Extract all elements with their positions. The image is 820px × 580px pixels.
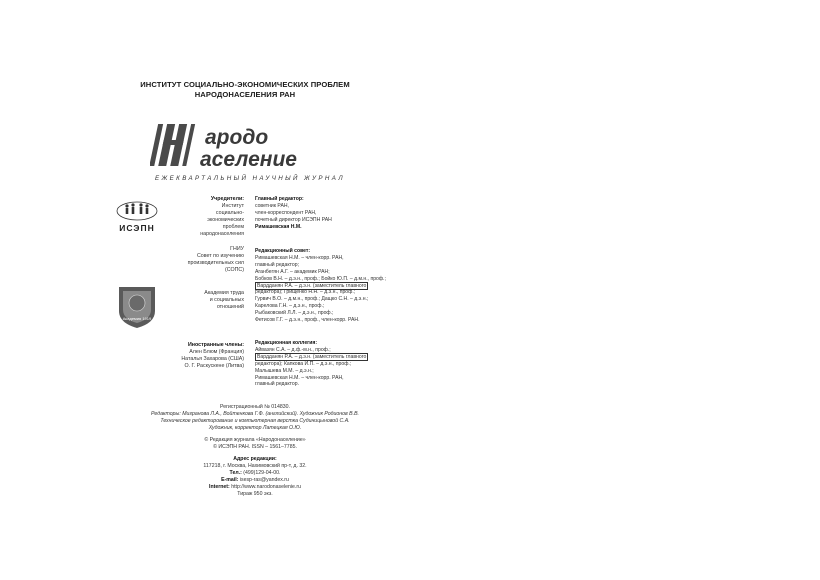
website-link[interactable]: http://www.narodonaselenie.ru [231, 484, 301, 491]
editorial-board-block [255, 340, 415, 388]
board-highlight: Вардданян Р.А. – д.э.н. (заместитель главного [257, 353, 367, 360]
council-line: главный редактор; [255, 261, 299, 268]
chief-editor-line: член-корреспондент РАН, [255, 209, 317, 216]
founder-2-block [160, 246, 244, 274]
foreign-member-line: Ален Блюм (Франция) [189, 349, 244, 355]
council-line: Бобков В.Н. – д.э.н., проф.; Бойко Ю.П. – д.м.н., проф.; [255, 275, 386, 282]
founder-1-line: народонаселения [200, 231, 244, 237]
institute-line-2: НАРОДОНАСЕЛЕНИЯ РАН [194, 90, 296, 99]
founder-1-line: проблем [222, 224, 244, 230]
board-line: Айвазян С.А. – д.ф.-м.н., проф.; [255, 346, 331, 353]
council-highlight: Вардданян Р.А. – д.э.н. (заместитель главного [257, 282, 367, 289]
editorial-council-title: Редакционный совет: [255, 248, 311, 254]
council-line: Фетисов Г.Г. – д.э.н., проф., член-корр. РАН. [255, 317, 360, 324]
editorial-council-block [255, 248, 415, 324]
founder-1-line: социально- [215, 210, 244, 216]
circulation-line: Тираж 950 экз. [237, 490, 273, 497]
phone-line [90, 470, 420, 477]
badge-label: Академия 1919 [122, 316, 152, 321]
institute-header [120, 80, 370, 100]
chief-editor-name: Римашевская Н.М. [255, 223, 302, 230]
board-line [255, 354, 415, 361]
phone-label: Тел.: [229, 470, 242, 477]
isepn-emblem [112, 200, 162, 234]
emblem-label: ИСЭПН [119, 223, 155, 233]
email-label: E-mail: [221, 477, 239, 484]
founder-3-line: Академия труда [204, 290, 244, 296]
council-line: редактора); Грищенко Н.Н. – д.э.н., проф.; [255, 289, 356, 296]
board-line: Малышева М.М. – д.э.н.; [255, 367, 314, 374]
chief-editor-line: почетный директор ИСЭПН РАН [255, 216, 332, 223]
foreign-members-title: Иностранные члены: [187, 342, 244, 348]
chief-editor-block [255, 196, 405, 231]
editorial-board-title: Редакционная коллегия: [255, 340, 318, 346]
internet-line [90, 484, 420, 491]
council-line: Рыбаковский Л.Л. – д.э.н., проф.; [255, 310, 334, 317]
journal-logo-mark [150, 120, 350, 175]
journal-tagline: ЕЖЕКВАРТАЛЬНЫЙ НАУЧНЫЙ ЖУРНАЛ [155, 175, 345, 182]
institute-line-1: ИНСТИТУТ СОЦИАЛЬНО-ЭКОНОМИЧЕСКИХ ПРОБЛЕМ [140, 80, 350, 89]
tech-editing-line: Техническое редактирование и компьютерная верстка Судиницыновой С.А. [160, 417, 350, 424]
founder-1-line: экономических [207, 217, 244, 223]
founder-2-line: (СОПС) [225, 267, 244, 273]
artist-line: Художник, корректор Латецкая О.Ю. [208, 424, 302, 431]
founder-1-line: Институт [221, 203, 244, 209]
board-line: Римашевская Н.М. – член-корр. РАН, [255, 374, 344, 381]
chief-editor-title: Главный редактор: [255, 196, 304, 202]
council-line: Аганбегян А.Г. – академик РАН; [255, 268, 330, 275]
foreign-members-block [140, 342, 244, 370]
copyright-line-1: © Редакция журнала «Народонаселение» [204, 436, 306, 443]
email-line [90, 477, 420, 484]
founder-3-line: отношений [216, 304, 244, 310]
founder-2-line: ГНИУ [230, 246, 244, 252]
board-line: главный редактор. [255, 381, 299, 388]
foreign-member-line: О. Г. Раскускене (Литва) [184, 363, 244, 369]
founders-title: Учредители: [210, 196, 244, 202]
board-line: редактора); Капкова И.П. – д.э.н., проф.; [255, 360, 352, 367]
academy-badge [115, 283, 159, 329]
council-line: Карелова Г.Н. – д.э.н., проф.; [255, 303, 325, 310]
address-line: 117218, г. Москва, Нахимовский пр-т, д. 32. [203, 463, 307, 470]
internet-label: Internet: [209, 484, 230, 491]
address-title: Адрес редакции: [233, 456, 277, 463]
chief-editor-line: советник РАН, [255, 202, 289, 209]
founder-3-block [160, 290, 244, 311]
shield-icon [115, 283, 159, 329]
founder-2-line: производительных сил [187, 260, 244, 266]
foreign-member-line: Наталья Захарова (США) [181, 356, 244, 362]
people-icon [112, 200, 162, 234]
founders-block [160, 196, 244, 238]
logo-line-1: ародо [205, 126, 269, 149]
copyright-line-2: © ИСЭПН РАН. ISSN – 1561–7785. [213, 443, 297, 450]
logo-line-2: аселение [200, 148, 297, 171]
phone-value: (499)129-04-00. [243, 470, 281, 477]
founder-2-line: Совет по изучению [196, 253, 244, 259]
imprint-block [90, 404, 420, 498]
council-line: Римашевская Н.М. – член-корр. РАН, [255, 254, 344, 261]
email-link[interactable]: isesp-ras@yandex.ru [239, 477, 289, 484]
founder-3-line: и социальных [209, 297, 244, 303]
council-line: Гурвич В.О. – д.м.н., проф.; Дащко С.Н. – д.э.н.; [255, 296, 369, 303]
editors-line: Редакторы: Мигранова Л.А., Войтенкова Г.Ф. (английский). Художник Родионов В.В. [151, 410, 359, 417]
council-line [255, 283, 415, 290]
registration-number: Регистрационный № 014830. [220, 404, 290, 410]
journal-logo [150, 120, 350, 175]
